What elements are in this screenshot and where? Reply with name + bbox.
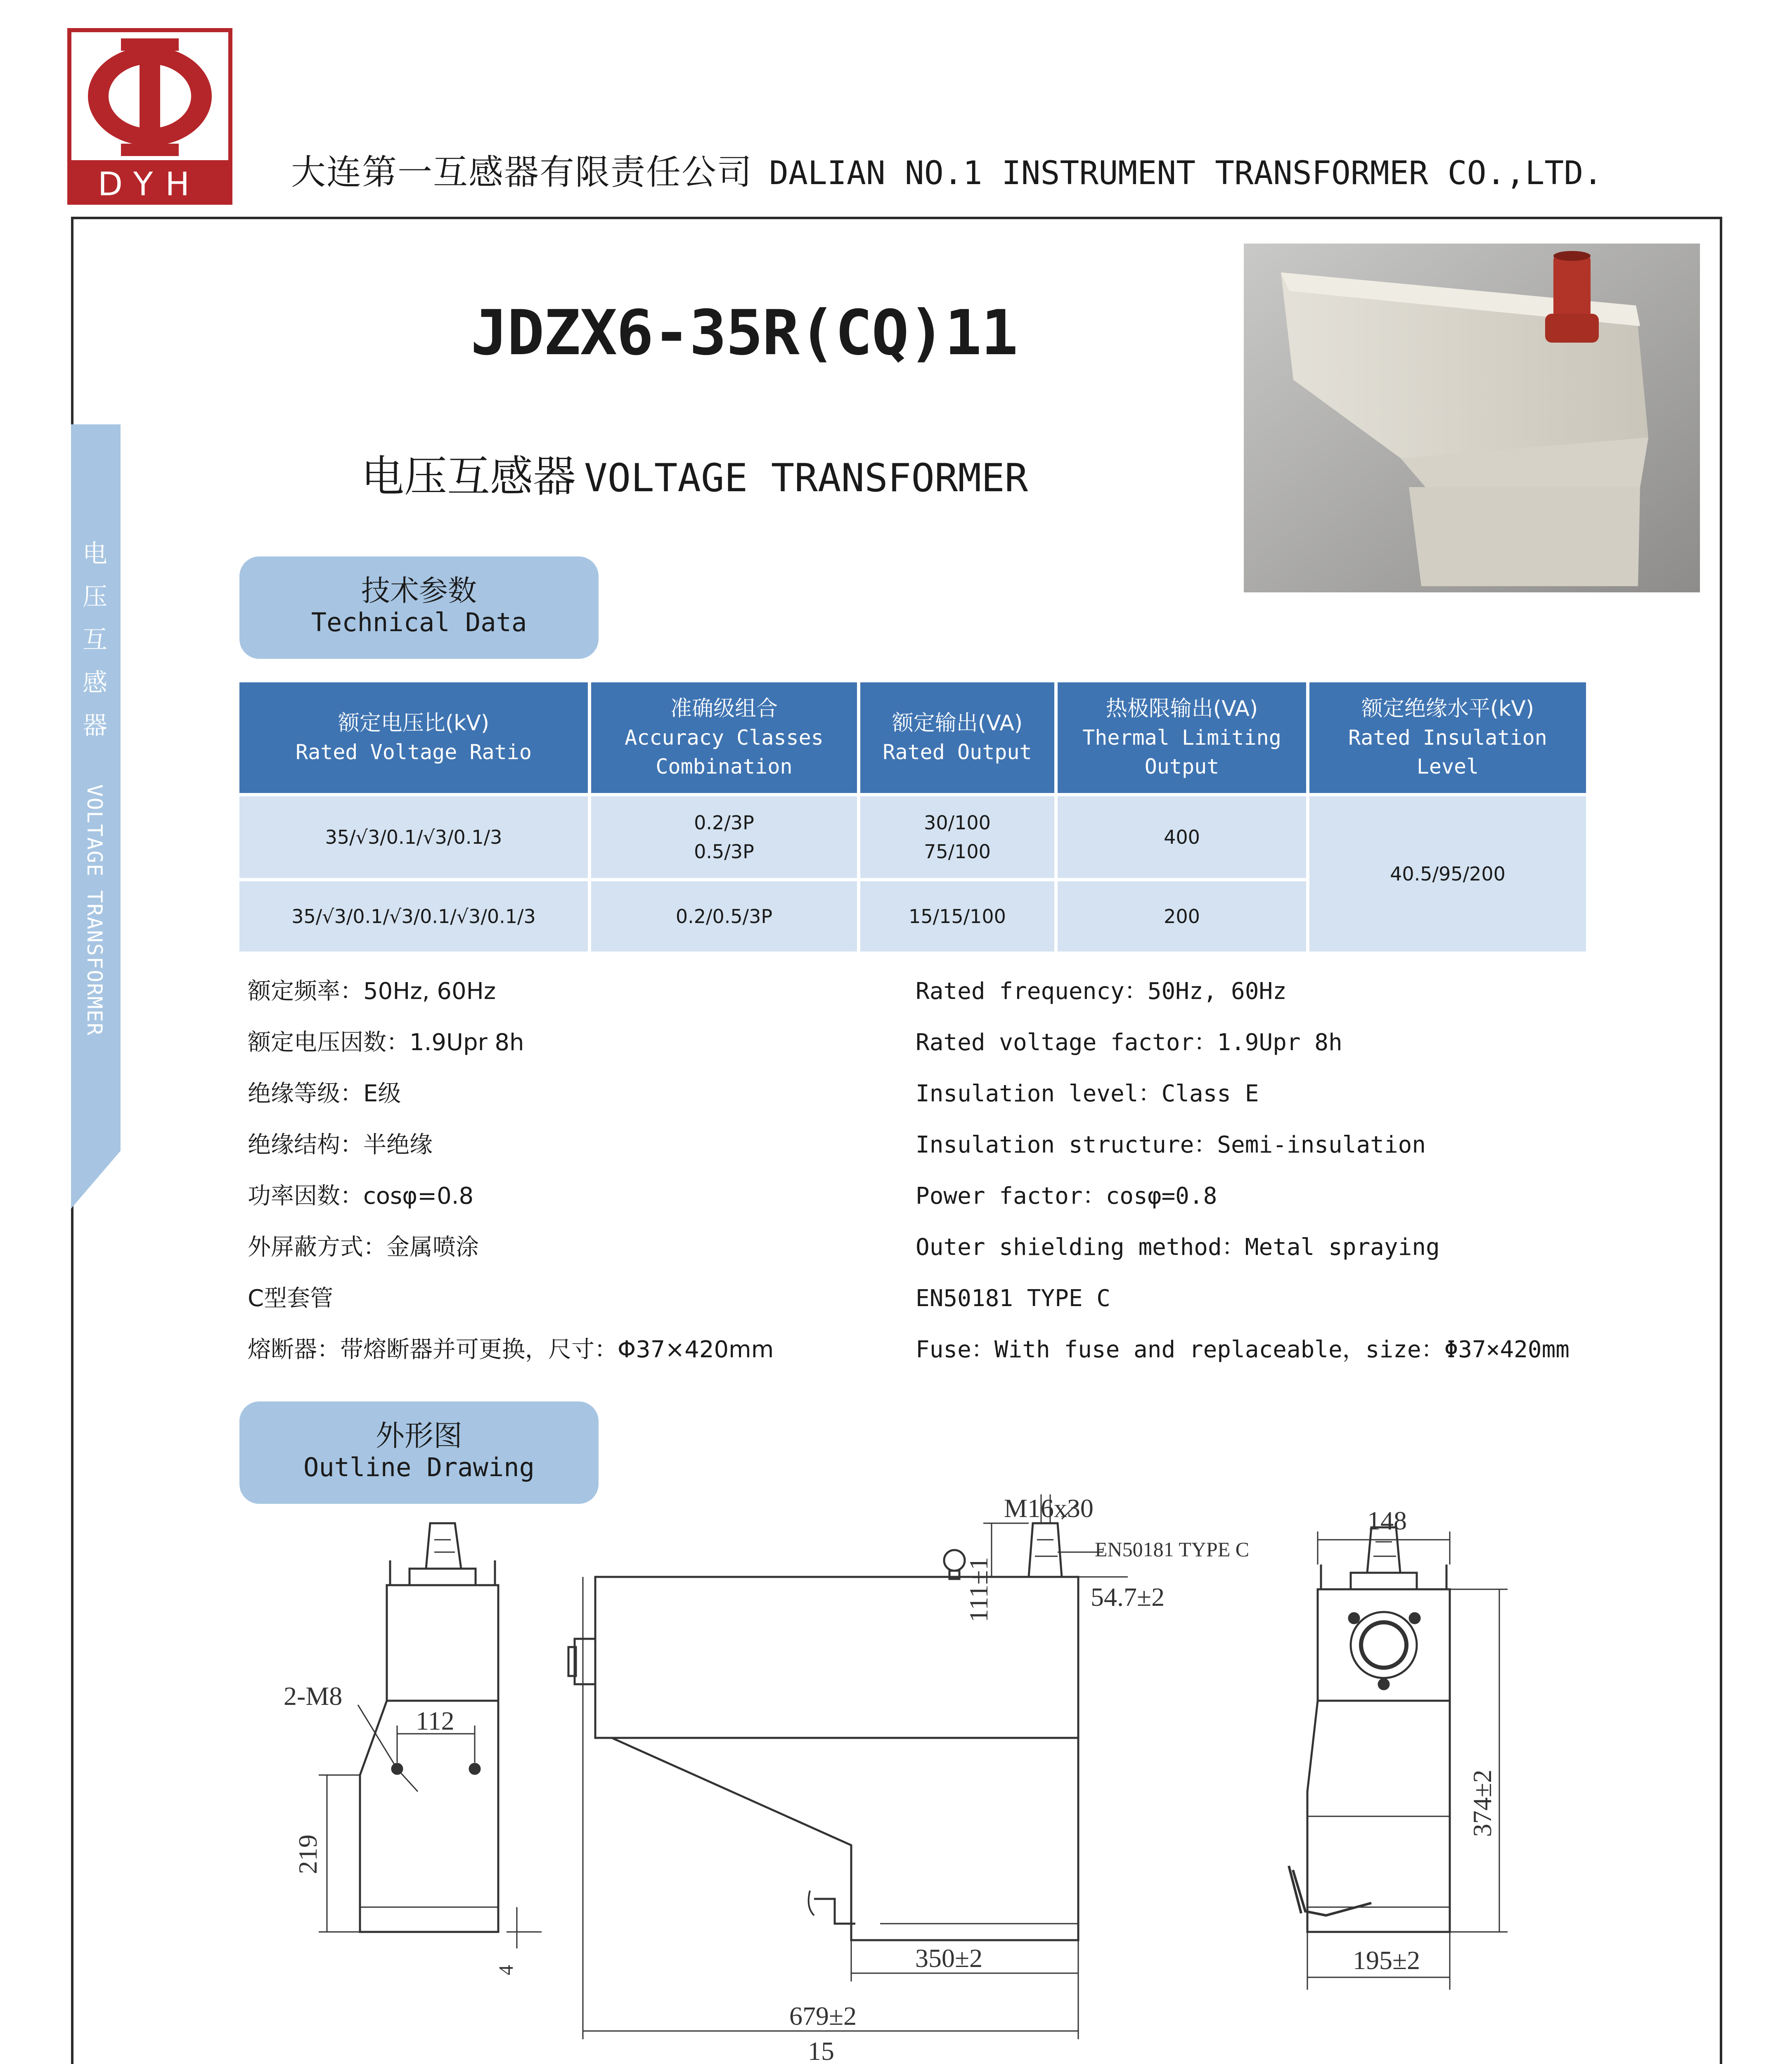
technical-data-heading-zh: 技术参数 <box>361 574 477 608</box>
side-tab-label-en: VOLTAGE TRANSFORMER <box>83 784 107 1036</box>
svg-text:2-M8: 2-M8 <box>284 1681 343 1711</box>
outline-drawing-heading-zh: 外形图 <box>376 1419 462 1453</box>
cell-output: 15/15/100 <box>860 881 1054 952</box>
cell-thermal: 200 <box>1058 881 1306 952</box>
spec-item: 熔断器：带熔断器并可更换，尺寸：Φ37×420mm <box>248 1336 774 1363</box>
specs-list-en <box>916 966 1569 1375</box>
cell-thermal: 400 <box>1058 796 1306 878</box>
product-type <box>361 442 1028 504</box>
spec-item: 绝缘等级：E级 <box>248 1080 401 1107</box>
spec-item: Insulation level：Class E <box>916 1080 1259 1107</box>
product-type-en: VOLTAGE TRANSFORMER <box>584 456 1028 501</box>
company-logo <box>67 28 232 205</box>
svg-text:15: 15 <box>808 2036 834 2064</box>
svg-text:M16x30: M16x30 <box>1004 1494 1094 1523</box>
header-rated-output: 额定输出(VA) Rated Output <box>860 682 1054 793</box>
svg-text:148: 148 <box>1367 1506 1407 1535</box>
product-type-zh: 电压互感器 <box>361 451 576 502</box>
svg-text:112: 112 <box>416 1706 455 1735</box>
spec-item: 额定电压因数：1.9Upr 8h <box>248 1029 524 1056</box>
spec-item: Power factor：cosφ=0.8 <box>916 1183 1217 1210</box>
product-photo <box>1244 244 1700 592</box>
technical-data-heading <box>239 556 599 659</box>
svg-text:679±2: 679±2 <box>789 2001 857 2031</box>
table-row <box>239 796 1586 878</box>
outline-drawing-heading <box>239 1401 599 1504</box>
header-accuracy: 准确级组合 Accuracy Classes Combination <box>591 682 857 793</box>
spec-item: 绝缘结构：半绝缘 <box>248 1131 433 1158</box>
spec-item: Rated frequency：50Hz, 60Hz <box>916 978 1287 1005</box>
table-header-row <box>239 682 1586 793</box>
header-thermal-output: 热极限输出(VA) Thermal Limiting Output <box>1058 682 1306 793</box>
header-voltage-ratio: 额定电压比(kV) Rated Voltage Ratio <box>239 682 588 793</box>
cell-ratio: 35/√3/0.1/√3/0.1/√3/0.1/3 <box>239 881 588 952</box>
spec-item: Rated voltage factor：1.9Upr 8h <box>916 1029 1342 1056</box>
cell-insulation-level: 40.5/95/200 <box>1309 796 1586 952</box>
svg-text:54.7±2: 54.7±2 <box>1091 1582 1165 1612</box>
svg-text:350±2: 350±2 <box>915 1943 983 1973</box>
spec-item: Outer shielding method：Metal spraying <box>916 1234 1440 1261</box>
cell-accuracy: 0.2/3P 0.5/3P <box>591 796 857 878</box>
company-name-en: DALIAN NO.1 INSTRUMENT TRANSFORMER CO.,LTD. <box>769 155 1603 192</box>
spec-item: C型套管 <box>248 1285 334 1312</box>
cell-ratio: 35/√3/0.1/√3/0.1/3 <box>239 796 588 878</box>
product-model: JDZX6-35R(CQ)11 <box>471 297 1018 369</box>
outline-drawing-heading-en: Outline Drawing <box>303 1452 535 1482</box>
specs-list-zh <box>248 966 774 1375</box>
svg-text:195±2: 195±2 <box>1353 1946 1420 1975</box>
front-view <box>568 1494 1128 2039</box>
svg-text:374±2: 374±2 <box>1468 1769 1497 1837</box>
spec-item: 功率因数：cosφ=0.8 <box>248 1183 474 1210</box>
cell-accuracy: 0.2/0.5/3P <box>591 881 857 952</box>
side-tab-label-zh: 电压互感器 <box>83 540 107 740</box>
technical-data-table <box>236 679 1589 955</box>
technical-data-heading-en: Technical Data <box>311 607 527 637</box>
spec-item: 额定频率：50Hz, 60Hz <box>248 978 496 1005</box>
spec-item: 外屏蔽方式：金属喷涂 <box>248 1234 479 1261</box>
side-view-left <box>319 1523 542 1948</box>
outline-drawing <box>71 1494 1722 2064</box>
spec-item: Fuse：With fuse and replaceable，size：Φ37×420mm <box>916 1336 1570 1363</box>
side-view-right <box>1289 1527 1508 1990</box>
company-name-zh: 大连第一互感器有限责任公司 <box>291 152 753 192</box>
logo-text: DYH <box>97 166 202 203</box>
svg-text:219: 219 <box>293 1834 322 1874</box>
spec-item: EN50181 TYPE C <box>916 1285 1111 1312</box>
svg-text:EN50181 TYPE C: EN50181 TYPE C <box>1095 1538 1250 1561</box>
svg-text:4: 4 <box>494 1965 517 1975</box>
svg-text:111±1: 111±1 <box>964 1557 993 1622</box>
spec-item: Insulation structure：Semi-insulation <box>916 1131 1426 1158</box>
header-insulation-level: 额定绝缘水平(kV) Rated Insulation Level <box>1309 682 1586 793</box>
cell-output: 30/100 75/100 <box>860 796 1054 878</box>
company-name <box>291 144 1603 194</box>
